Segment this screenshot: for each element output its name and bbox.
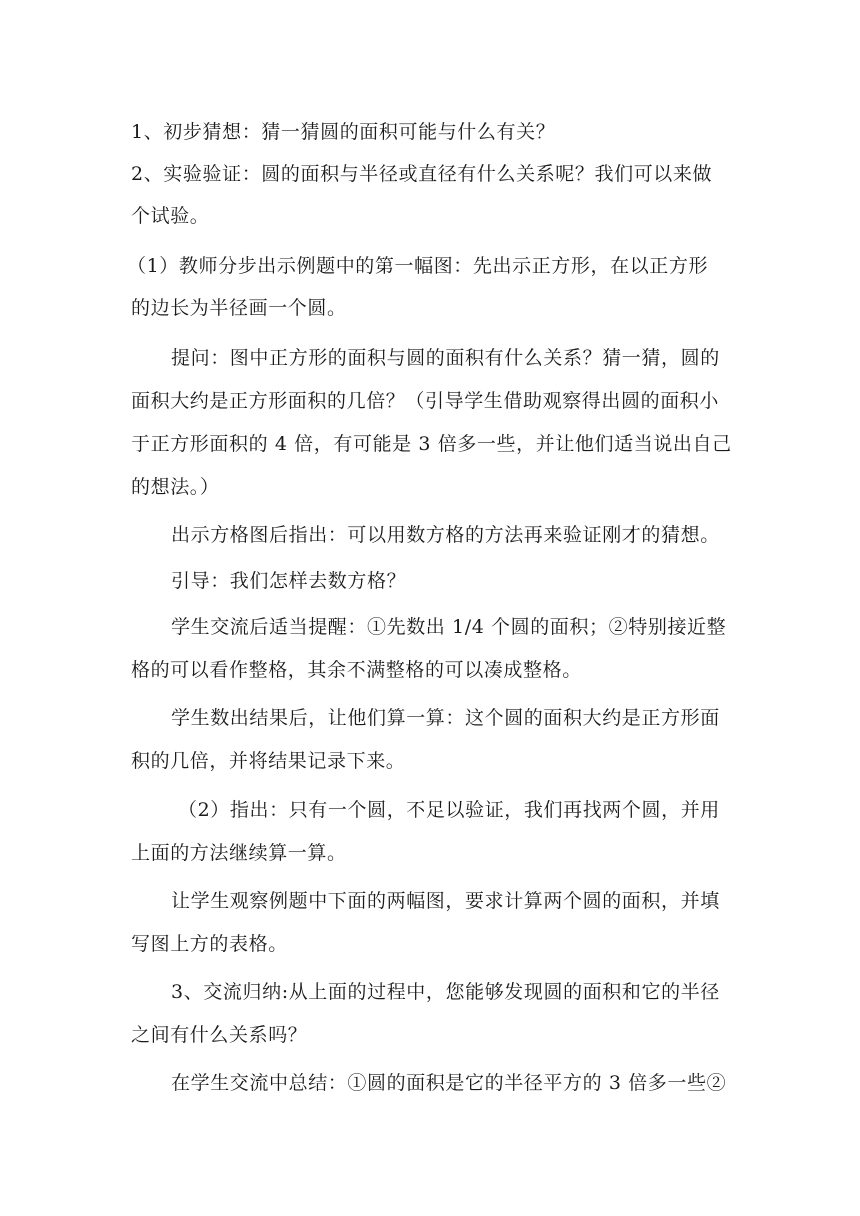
- paragraph-line: 的想法。）: [131, 476, 220, 498]
- paragraph-line: 于正方形面积的 4 倍，有可能是 3 倍多一些，并让他们适当说出自己: [131, 433, 732, 455]
- count-result-paragraph: 学生数出结果后，让他们算一算：这个圆的面积大约是正方形面: [171, 707, 720, 729]
- sub-step-1: （1）教师分步出示例题中的第一幅图：先出示正方形，在以正方形: [127, 255, 709, 277]
- step-3-summary: 3、交流归纳:从上面的过程中，您能够发现圆的面积和它的半径: [171, 981, 720, 1003]
- sub-step-2: （2）指出：只有一个圆，不足以验证，我们再找两个圆，并用: [178, 799, 720, 821]
- paragraph-line: 写图上方的表格。: [131, 933, 288, 955]
- reminder-paragraph: 学生交流后适当提醒：①先数出 1/4 个圆的面积；②特别接近整: [171, 616, 727, 638]
- grid-paragraph: 出示方格图后指出：可以用数方格的方法再来验证刚才的猜想。: [171, 524, 720, 546]
- paragraph-line: 之间有什么关系吗？: [131, 1024, 308, 1046]
- step-2-experiment: 2、实验验证：圆的面积与半径或直径有什么关系呢？我们可以来做: [131, 163, 713, 185]
- question-paragraph: 提问：图中正方形的面积与圆的面积有什么关系？猜一猜，圆的: [171, 347, 720, 369]
- conclusion-paragraph: 在学生交流中总结：①圆的面积是它的半径平方的 3 倍多一些②: [171, 1072, 727, 1094]
- paragraph-line: 面积大约是正方形面积的几倍？（引导学生借助观察得出圆的面积小: [131, 390, 720, 412]
- paragraph-line: 个试验。: [131, 205, 210, 227]
- paragraph-line: 上面的方法继续算一算。: [131, 842, 347, 864]
- paragraph-line: 的边长为半径画一个圆。: [131, 297, 347, 319]
- step-1-guess: 1、初步猜想：猜一猜圆的面积可能与什么有关？: [131, 121, 556, 143]
- paragraph-line: 积的几倍，并将结果记录下来。: [131, 750, 406, 772]
- paragraph-line: 格的可以看作整格，其余不满整格的可以凑成整格。: [131, 659, 582, 681]
- observe-paragraph: 让学生观察例题中下面的两幅图，要求计算两个圆的面积，并填: [171, 890, 720, 912]
- guide-paragraph: 引导：我们怎样去数方格？: [171, 570, 407, 592]
